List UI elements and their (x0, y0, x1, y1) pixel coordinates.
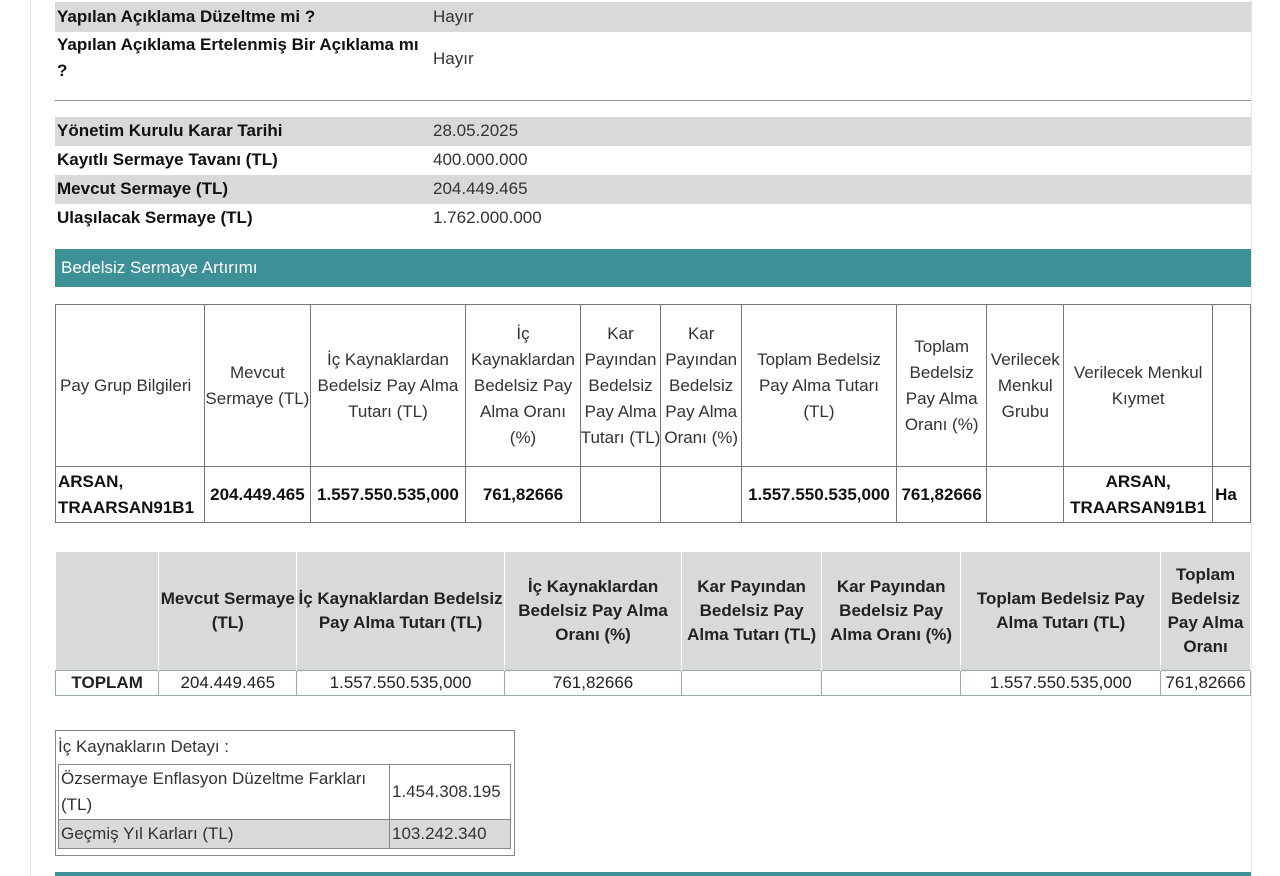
info-row-correction (55, 2, 1251, 32)
table-cell: 1.557.550.535,000 (961, 671, 1161, 696)
table-cell (580, 467, 661, 523)
col-header: Toplam Bedelsiz Pay Alma Oranı (1161, 552, 1251, 671)
page-border-left (30, 0, 31, 876)
col-header: İç Kaynaklardan Bedelsiz Pay Alma Oranı (%) (504, 552, 682, 671)
table-cell: 1.557.550.535,000 (742, 467, 897, 523)
table-cell: 1.557.550.535,000 (310, 467, 466, 523)
col-header: Toplam Bedelsiz Pay Alma Oranı (%) (896, 305, 986, 467)
col-header: İç Kaynaklardan Bedelsiz Pay Alma Tutarı (TL) (297, 552, 505, 671)
col-header: İç Kaynaklardan Bedelsiz Pay Alma Oranı (%) (466, 305, 580, 467)
table-cell: 204.449.465 (159, 671, 297, 696)
col-header: Verilecek Menkul Kıymet (1064, 305, 1213, 467)
detail-value: 1.454.308.195 (390, 765, 511, 820)
info-row-target-capital (55, 204, 1251, 233)
bonus-share-group-table (55, 304, 1251, 523)
info-row-current-capital (55, 175, 1251, 204)
info-value: Hayır (433, 49, 474, 68)
col-header: İç Kaynaklardan Bedelsiz Pay Alma Tutarı (TL) (310, 305, 466, 467)
table-cell: ARSAN, TRAARSAN91B1 (1064, 467, 1213, 523)
table-cell (987, 467, 1064, 523)
info-label: Yapılan Açıklama Düzeltme mi ? (57, 7, 316, 26)
info-value: 204.449.465 (433, 179, 528, 198)
detail-row (59, 765, 511, 820)
divider (55, 100, 1251, 101)
info-label: Yapılan Açıklama Ertelenmiş Bir Açıklama mı ? (57, 35, 419, 80)
info-value: 1.762.000.000 (433, 208, 542, 227)
table-cell: 761,82666 (896, 467, 986, 523)
section-header-next (55, 872, 1251, 876)
col-header: Verilecek Menkul Grubu (987, 305, 1064, 467)
col-header: Toplam Bedelsiz Pay Alma Tutarı (TL) (961, 552, 1161, 671)
table-header-row (56, 305, 1251, 467)
table-cell: TOPLAM (56, 671, 159, 696)
col-header (1213, 305, 1251, 467)
info-value: Hayır (433, 7, 474, 26)
info-value: 400.000.000 (433, 150, 528, 169)
section-header: Bedelsiz Sermaye Artırımı (55, 249, 1251, 287)
detail-row (59, 820, 511, 849)
table-cell: 761,82666 (466, 467, 580, 523)
col-header (56, 552, 159, 671)
detail-title: İç Kaynakların Detayı : (58, 737, 230, 756)
disclosure-content (55, 0, 1251, 876)
info-row-deferred (55, 32, 1251, 90)
table-cell: 761,82666 (504, 671, 682, 696)
table-row-total (56, 671, 1251, 696)
info-label: Kayıtlı Sermaye Tavanı (TL) (57, 150, 278, 169)
table-cell: ARSAN, TRAARSAN91B1 (56, 467, 205, 523)
detail-table (58, 764, 511, 849)
info-row-registered-capital-ceiling (55, 146, 1251, 175)
table-cell: 204.449.465 (205, 467, 310, 523)
table-cell (661, 467, 742, 523)
table-row (56, 467, 1251, 523)
table-cell (821, 671, 961, 696)
col-header: Kar Payından Bedelsiz Pay Alma Oranı (%) (821, 552, 961, 671)
col-header: Mevcut Sermaye (TL) (205, 305, 310, 467)
table-header-row (56, 552, 1251, 671)
col-header: Kar Payından Bedelsiz Pay Alma Oranı (%) (661, 305, 742, 467)
table-cell: 1.557.550.535,000 (297, 671, 505, 696)
table-cell: 761,82666 (1161, 671, 1251, 696)
bonus-share-total-table (55, 552, 1251, 696)
info-row-board-date (55, 117, 1251, 146)
col-header: Pay Grup Bilgileri (56, 305, 205, 467)
page-border-right (1251, 0, 1252, 876)
detail-label: Özsermaye Enflasyon Düzeltme Farkları (TL) (59, 765, 390, 820)
table-cell (682, 671, 822, 696)
col-header: Kar Payından Bedelsiz Pay Alma Tutarı (TL) (580, 305, 661, 467)
info-label: Yönetim Kurulu Karar Tarihi (57, 121, 283, 140)
col-header: Mevcut Sermaye (TL) (159, 552, 297, 671)
col-header: Kar Payından Bedelsiz Pay Alma Tutarı (TL) (682, 552, 822, 671)
detail-value: 103.242.340 (390, 820, 511, 849)
table-cell: Ha (1213, 467, 1251, 523)
info-label: Ulaşılacak Sermaye (TL) (57, 208, 253, 227)
internal-resources-detail (55, 730, 515, 856)
col-header: Toplam Bedelsiz Pay Alma Tutarı (TL) (742, 305, 897, 467)
detail-label: Geçmiş Yıl Karları (TL) (59, 820, 390, 849)
info-value: 28.05.2025 (433, 121, 519, 140)
info-label: Mevcut Sermaye (TL) (57, 179, 228, 198)
